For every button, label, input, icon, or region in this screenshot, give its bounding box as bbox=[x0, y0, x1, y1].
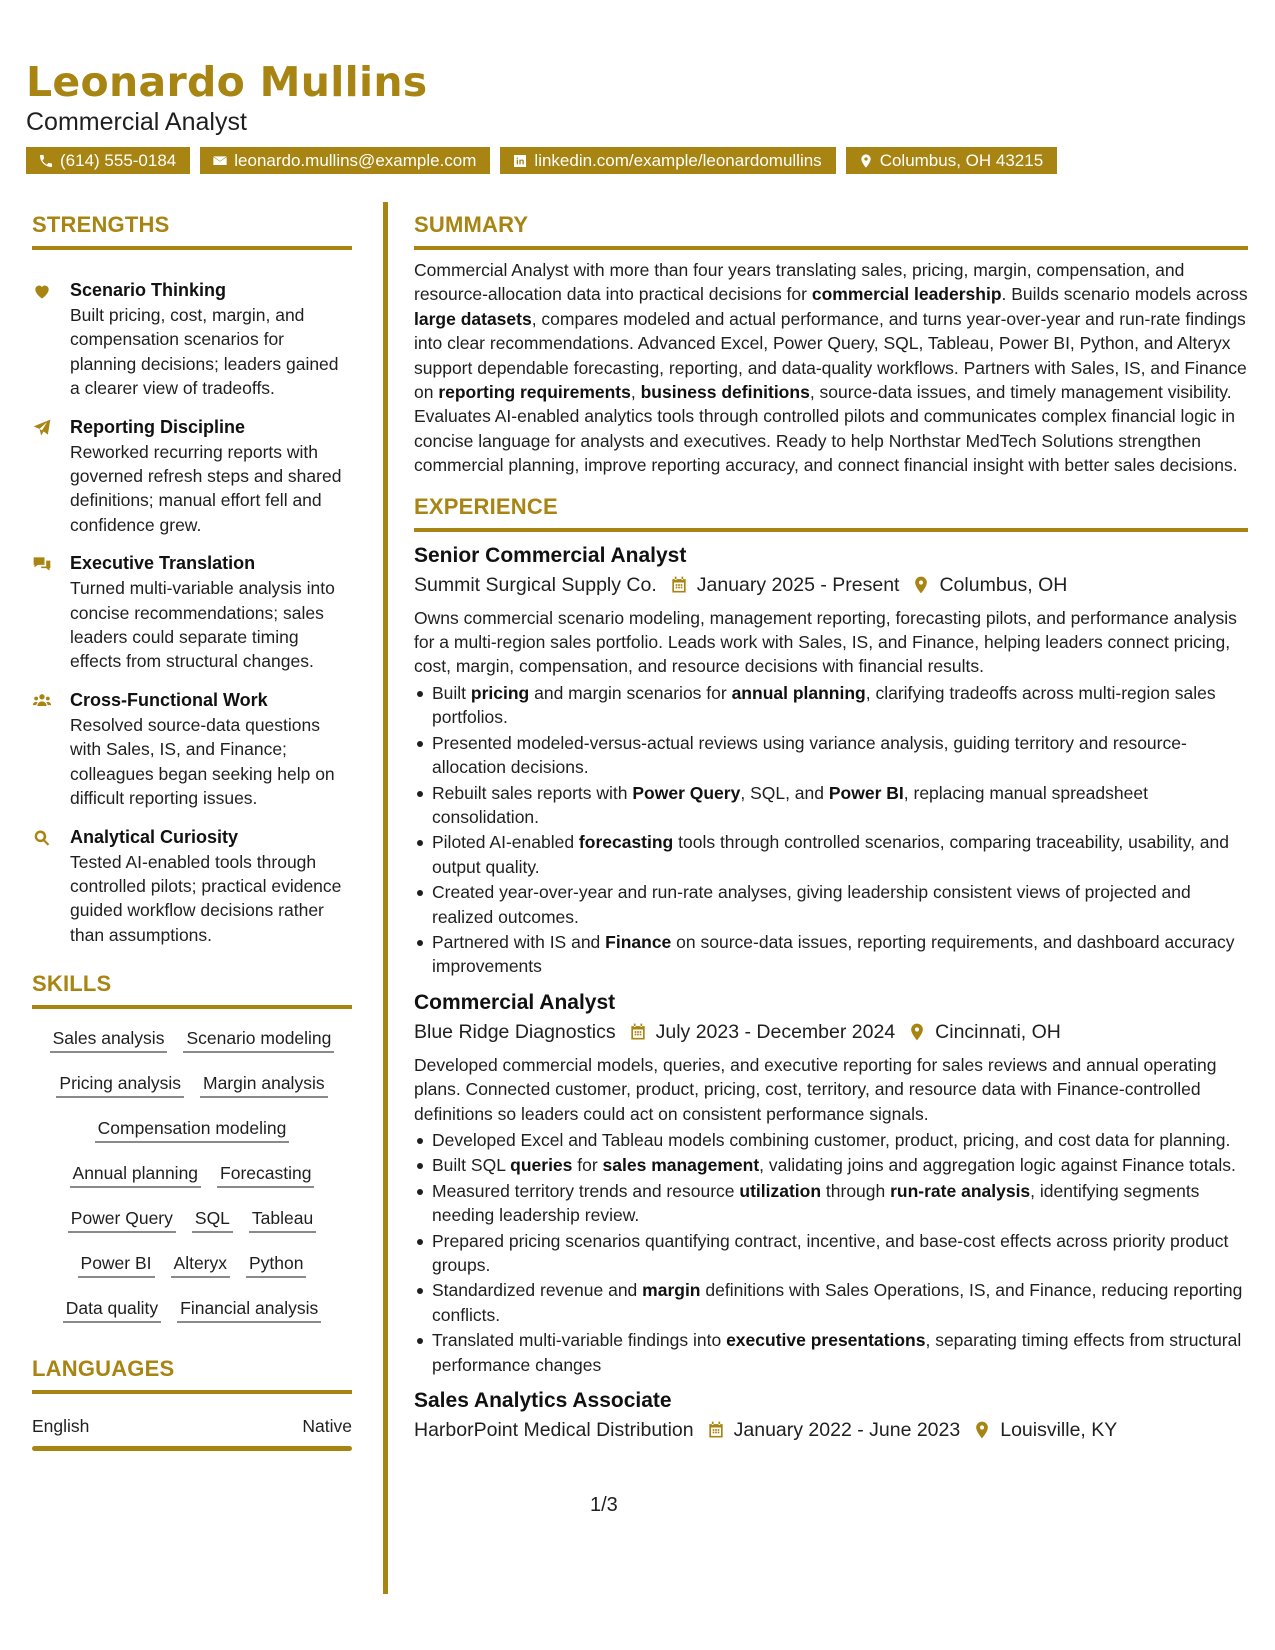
language-level: Native bbox=[302, 1416, 352, 1437]
skill-tag: Annual planning bbox=[70, 1162, 202, 1188]
skill-tag: Pricing analysis bbox=[56, 1072, 184, 1098]
envelope-icon bbox=[212, 153, 228, 169]
skill-tag: Python bbox=[246, 1252, 306, 1278]
languages-heading: LANGUAGES bbox=[32, 1356, 352, 1394]
job-dates: July 2023 - December 2024 bbox=[655, 1020, 896, 1043]
skill-tag: Data quality bbox=[63, 1297, 161, 1323]
job-entry bbox=[414, 989, 1248, 1377]
job-list bbox=[414, 542, 1248, 1445]
skill-tag: Margin analysis bbox=[200, 1072, 328, 1098]
phone-icon bbox=[38, 153, 54, 169]
skill-row bbox=[32, 1060, 352, 1105]
job-company: Blue Ridge Diagnostics bbox=[414, 1020, 616, 1043]
job-bullets bbox=[414, 1128, 1248, 1377]
strength-item bbox=[32, 551, 352, 674]
skills-list bbox=[32, 1009, 352, 1330]
email-text: leonardo.mullins@example.com bbox=[234, 151, 477, 171]
job-bullet: Rebuilt sales reports with Power Query, SQL, and Power BI, replacing manual spreadsheet consolidation. bbox=[414, 781, 1248, 830]
job-bullet: Partnered with IS and Finance on source-data issues, reporting requirements, and dashboard accuracy improvements bbox=[414, 930, 1248, 979]
job-bullet: Built SQL queries for sales management, validating joins and aggregation logic against Finance totals. bbox=[414, 1153, 1248, 1177]
location-contact bbox=[846, 147, 1057, 174]
strength-title: Cross-Functional Work bbox=[70, 689, 268, 710]
job-location: Cincinnati, OH bbox=[935, 1020, 1061, 1043]
job-bullet: Standardized revenue and margin definitions with Sales Operations, IS, and Finance, reducing reporting conflicts. bbox=[414, 1278, 1248, 1327]
linkedin-icon bbox=[512, 153, 528, 169]
strengths-heading: STRENGTHS bbox=[32, 212, 352, 250]
candidate-name: Leonardo Mullins bbox=[26, 58, 428, 106]
map-pin-icon bbox=[911, 575, 931, 595]
job-meta bbox=[414, 570, 1248, 600]
strength-item bbox=[32, 278, 352, 401]
users-icon bbox=[32, 691, 52, 711]
language-name: English bbox=[32, 1416, 90, 1437]
map-pin-icon bbox=[858, 153, 874, 169]
strength-desc: Tested AI-enabled tools through controlled pilots; practical evidence guided workflow decisions rather than assumptions. bbox=[70, 851, 342, 945]
job-company: HarborPoint Medical Distribution bbox=[414, 1419, 694, 1442]
calendar-icon bbox=[706, 1420, 726, 1440]
strength-desc: Turned multi-variable analysis into concise recommendations; sales leaders could separate timing effects from structural changes. bbox=[70, 578, 335, 672]
job-entry bbox=[414, 1387, 1248, 1445]
skill-tag: Tableau bbox=[249, 1207, 316, 1233]
page-number: 1/3 bbox=[590, 1494, 618, 1516]
job-bullet: Translated multi-variable findings into executive presentations, separating timing effects from structural performance changes bbox=[414, 1328, 1248, 1377]
strength-item bbox=[32, 415, 352, 538]
job-bullet: Built pricing and margin scenarios for annual planning, clarifying tradeoffs across multi-region sales portfolios. bbox=[414, 681, 1248, 730]
strength-title: Scenario Thinking bbox=[70, 280, 227, 300]
skill-row bbox=[32, 1240, 352, 1285]
job-title: Commercial Analyst bbox=[414, 990, 616, 1014]
job-meta bbox=[414, 1415, 1248, 1445]
skill-tag: SQL bbox=[192, 1207, 233, 1233]
job-meta bbox=[414, 1017, 1248, 1047]
skill-tag: Power Query bbox=[68, 1207, 176, 1233]
strength-item bbox=[32, 688, 352, 811]
language-item bbox=[32, 1414, 352, 1438]
skill-row bbox=[32, 1105, 352, 1150]
linkedin-contact[interactable] bbox=[500, 147, 835, 174]
skill-tag: Sales analysis bbox=[50, 1027, 168, 1053]
skill-row bbox=[32, 1015, 352, 1060]
phone-text: (614) 555-0184 bbox=[60, 151, 177, 171]
job-bullet: Prepared pricing scenarios quantifying contract, incentive, and base-cost effects across priority product groups. bbox=[414, 1229, 1248, 1278]
job-company: Summit Surgical Supply Co. bbox=[414, 573, 657, 596]
skill-tag: Financial analysis bbox=[177, 1297, 321, 1323]
map-pin-icon bbox=[907, 1022, 927, 1042]
job-title: Senior Commercial Analyst bbox=[414, 543, 687, 567]
strength-desc: Reworked recurring reports with governed refresh steps and shared definitions; manual effort fell and confidence grew. bbox=[70, 441, 342, 535]
job-dates: January 2025 - Present bbox=[696, 573, 900, 596]
job-location: Columbus, OH bbox=[939, 573, 1068, 596]
skill-row bbox=[32, 1150, 352, 1195]
language-proficiency-bar bbox=[32, 1446, 352, 1451]
strength-title: Executive Translation bbox=[70, 553, 256, 574]
job-location: Louisville, KY bbox=[1000, 1419, 1118, 1442]
job-description: Owns commercial scenario modeling, management reporting, forecasting pilots, and performance analysis for a multi-region sales portfolio. Leads work with Sales, IS, and Finance, helping leaders connect pricing, cost, margin, compensation, and resource decisions with financial results. bbox=[414, 607, 1237, 677]
strength-desc: Resolved source-data questions with Sales, IS, and Finance; colleagues began seeking help on difficult reporting issues. bbox=[70, 714, 335, 809]
linkedin-text: linkedin.com/example/leonardomullins bbox=[534, 151, 822, 171]
candidate-role: Commercial Analyst bbox=[26, 108, 247, 137]
skills-heading: SKILLS bbox=[32, 971, 352, 1009]
summary-heading: SUMMARY bbox=[414, 212, 1248, 250]
strength-title: Analytical Curiosity bbox=[70, 826, 239, 847]
job-bullet: Developed Excel and Tableau models combining customer, product, pricing, and cost data for planning. bbox=[414, 1128, 1248, 1152]
strength-item bbox=[32, 825, 352, 948]
job-description: Developed commercial models, queries, and executive reporting for sales reviews and annual operating plans. Connected customer, product, pricing, cost, territory, and resource data with Finance-controlled definitions so leaders could act on consistent performance signals. bbox=[414, 1054, 1217, 1124]
calendar-icon bbox=[628, 1022, 648, 1042]
skill-row bbox=[32, 1285, 352, 1330]
paper-plane-icon bbox=[32, 418, 52, 438]
job-entry bbox=[414, 542, 1248, 979]
location-text: Columbus, OH 43215 bbox=[879, 151, 1044, 171]
strength-desc: Built pricing, cost, margin, and compensation scenarios for planning decisions; leaders gained a clearer view of tradeoffs. bbox=[70, 305, 339, 399]
skill-tag: Scenario modeling bbox=[183, 1027, 334, 1053]
job-title: Sales Analytics Associate bbox=[414, 1389, 672, 1413]
skill-tag: Forecasting bbox=[217, 1162, 314, 1188]
skill-tag: Compensation modeling bbox=[95, 1117, 290, 1143]
search-icon bbox=[32, 828, 52, 848]
skill-row bbox=[32, 1195, 352, 1240]
strength-title: Reporting Discipline bbox=[70, 416, 246, 437]
job-bullet: Piloted AI-enabled forecasting tools through controlled scenarios, comparing traceability, usability, and output quality. bbox=[414, 830, 1248, 879]
job-dates: January 2022 - June 2023 bbox=[733, 1419, 961, 1442]
heart-icon bbox=[32, 281, 52, 301]
map-pin-icon bbox=[972, 1420, 992, 1440]
phone-contact[interactable] bbox=[26, 147, 190, 174]
job-bullets bbox=[414, 681, 1248, 979]
contact-bar bbox=[26, 147, 1246, 174]
column-divider bbox=[383, 202, 388, 1594]
job-bullet: Created year-over-year and run-rate analyses, giving leadership consistent views of projected and realized outcomes. bbox=[414, 880, 1248, 929]
resume-header bbox=[26, 60, 1246, 174]
experience-heading: EXPERIENCE bbox=[414, 494, 1248, 532]
summary-text: Commercial Analyst with more than four years translating sales, pricing, margin, compensation, and resource-allocation data into practical decisions for commercial leadership. Builds scenario models across large datasets, compares modeled and actual performance, and turns year-over-year and run-rate findings into clear recommendations. Advanced Excel, Power Query, SQL, Tableau, Power BI, Python, and Alteryx support dependable forecasting, reporting, and data-quality workflows. Partners with Sales, IS, and Finance on reporting requirements, business definitions, source-data issues, and timely management visibility. Evaluates AI-enabled analytics tools through controlled pilots and communicates complex financial logic in concise language for analysts and executives. Ready to help Northstar MedTech Solutions strengthen commercial planning, improve reporting accuracy, and connect financial insight with better sales decisions. bbox=[414, 260, 1248, 476]
job-bullet: Measured territory trends and resource utilization through run-rate analysis, identifying segments needing leadership review. bbox=[414, 1179, 1248, 1228]
left-column bbox=[32, 212, 352, 1451]
skill-tag: Alteryx bbox=[171, 1252, 230, 1278]
calendar-icon bbox=[669, 575, 689, 595]
comments-icon bbox=[32, 554, 52, 574]
email-contact[interactable] bbox=[200, 147, 490, 174]
right-column bbox=[414, 212, 1248, 1451]
job-bullet: Presented modeled-versus-actual reviews using variance analysis, guiding territory and resource-allocation decisions. bbox=[414, 731, 1248, 780]
skill-tag: Power BI bbox=[78, 1252, 155, 1278]
